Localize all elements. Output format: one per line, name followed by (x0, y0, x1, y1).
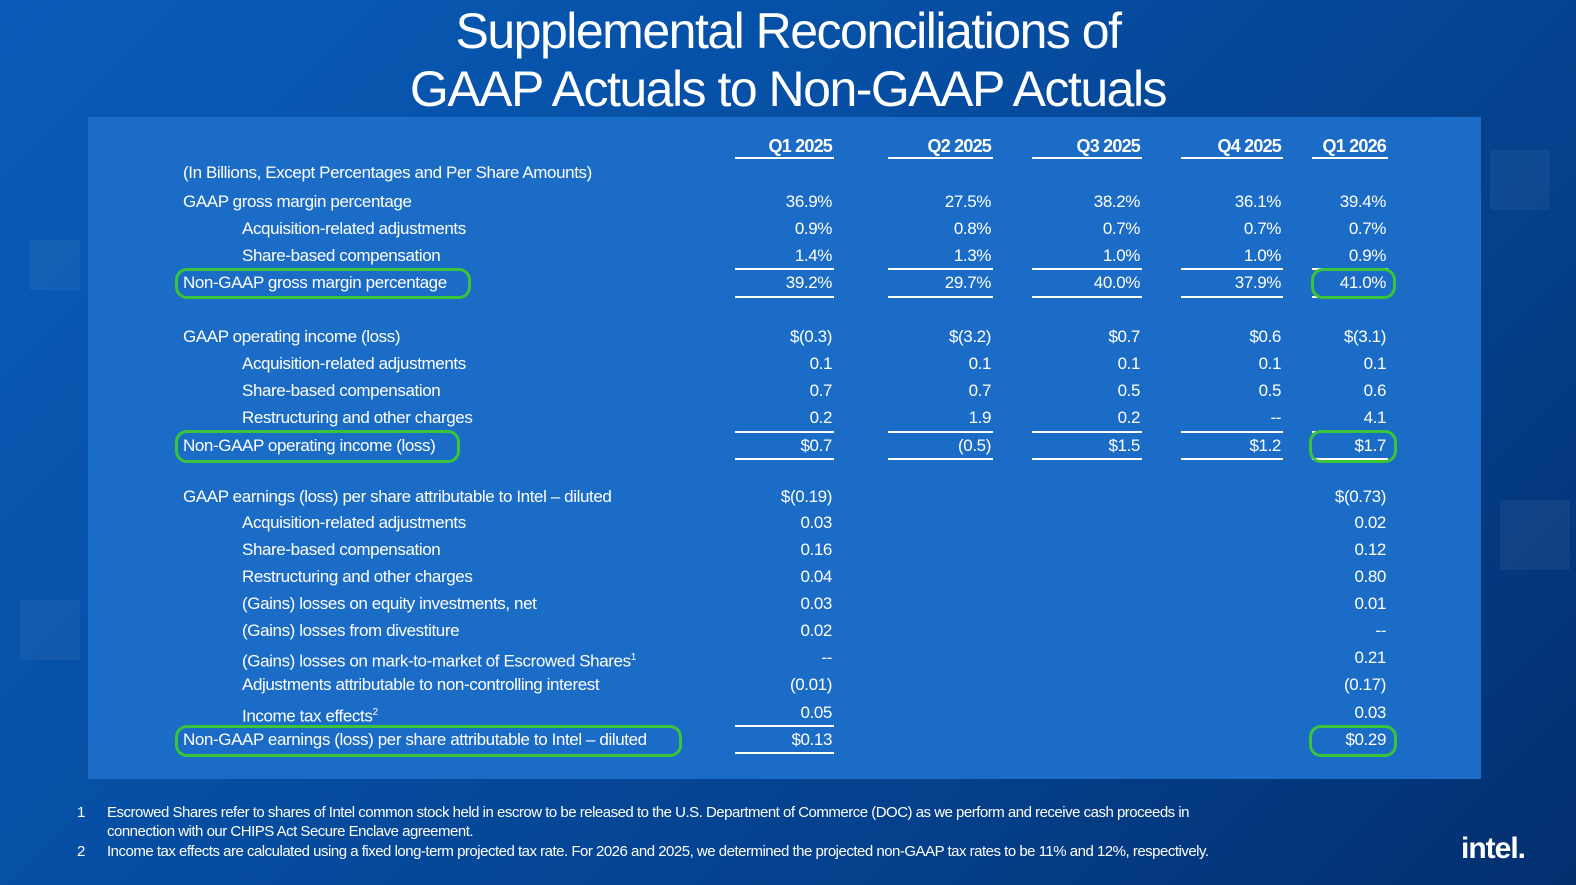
value-cell: $0.13 (791, 730, 832, 749)
value-cell: 0.16 (800, 540, 832, 559)
background-decoration (1490, 150, 1550, 210)
subtotal-line (735, 431, 834, 433)
value-cell: (0.17) (1343, 675, 1386, 694)
value-cell: 0.02 (800, 621, 832, 640)
value-cell: 0.7 (809, 381, 832, 400)
value-cell: 0.2 (1117, 408, 1140, 427)
value-cell: 0.7% (1348, 219, 1386, 238)
value-cell: 1.3% (953, 246, 991, 265)
header-underline (1312, 157, 1388, 159)
header-underline (1181, 157, 1283, 159)
value-cell: $1.5 (1108, 436, 1140, 455)
total-underline (735, 458, 834, 460)
subtotal-line (1032, 268, 1142, 270)
value-cell: 40.0% (1093, 273, 1140, 292)
value-cell: 39.4% (1339, 192, 1386, 211)
value-cell: $(3.1) (1343, 327, 1386, 346)
background-decoration (1500, 500, 1570, 570)
column-header-q3-2025: Q3 2025 (1076, 136, 1140, 156)
highlight-oval (1309, 430, 1397, 463)
footnote-1-text-a: Escrowed Shares refer to shares of Intel common stock held in escrow to be released to the U.S. Department of Commerce (DOC) as we perform and receive cash proceeds in (107, 804, 1190, 821)
value-cell: 0.01 (1354, 594, 1386, 613)
value-cell: 0.7% (1243, 219, 1281, 238)
subtotal-line (1181, 268, 1283, 270)
background-decoration (20, 600, 80, 660)
footnote-marker: 2 (372, 707, 378, 718)
total-underline (888, 296, 993, 298)
value-cell: $0.7 (1108, 327, 1140, 346)
value-cell: (0.01) (789, 675, 832, 694)
footnote-marker: 1 (630, 652, 636, 663)
value-cell: 0.04 (800, 567, 832, 586)
footnote-1-text-b: connection with our CHIPS Act Secure Enclave agreement. (107, 823, 474, 840)
highlight-oval (1311, 268, 1396, 299)
column-header-q2-2025: Q2 2025 (927, 136, 991, 156)
subtotal-line (888, 268, 993, 270)
value-cell: 0.7 (968, 381, 991, 400)
row-label: Share-based compensation (242, 381, 441, 400)
value-cell: 0.03 (800, 594, 832, 613)
footnote-1-number: 1 (77, 804, 85, 821)
value-cell: 0.9% (794, 219, 832, 238)
value-cell: $0.29 (1345, 730, 1386, 749)
highlight-oval (175, 268, 471, 299)
header-underline (1032, 157, 1142, 159)
highlight-oval (1309, 725, 1397, 757)
value-cell: -- (821, 648, 832, 667)
column-header-q1-2025: Q1 2025 (768, 136, 832, 156)
value-cell: 36.1% (1234, 192, 1281, 211)
total-underline (1181, 458, 1283, 460)
value-cell: 0.03 (800, 513, 832, 532)
row-label: GAAP gross margin percentage (183, 192, 412, 211)
row-label: Acquisition-related adjustments (242, 354, 466, 373)
value-cell: 0.1 (809, 354, 832, 373)
value-cell: 0.02 (1354, 513, 1386, 532)
value-cell: 0.1 (1258, 354, 1281, 373)
value-cell: 0.80 (1354, 567, 1386, 586)
row-label: (Gains) losses on mark-to-market of Escrowed Shares$^1$ (242, 651, 636, 671)
value-cell: 0.1 (968, 354, 991, 373)
value-cell: 38.2% (1093, 192, 1140, 211)
value-cell: (0.5) (958, 436, 991, 455)
total-underline (888, 458, 993, 460)
row-label: Share-based compensation (242, 246, 441, 265)
value-cell: 1.0% (1243, 246, 1281, 265)
row-label: (Gains) losses from divestiture (242, 621, 460, 640)
value-cell: 1.4% (794, 246, 832, 265)
subtotal-line (735, 725, 834, 727)
column-header-q4-2025: Q4 2025 (1217, 136, 1281, 156)
column-header-q1-2026: Q1 2026 (1322, 136, 1386, 156)
value-cell: 1.0% (1102, 246, 1140, 265)
value-cell: $(0.73) (1334, 487, 1386, 506)
row-label: GAAP operating income (loss) (183, 327, 401, 346)
header-underline (735, 157, 834, 159)
value-cell: 1.9 (968, 408, 991, 427)
slide-title (0, 2, 1576, 118)
highlight-oval (175, 430, 460, 463)
value-cell: 29.7% (944, 273, 991, 292)
value-cell: $0.7 (800, 436, 832, 455)
value-cell: 0.2 (809, 408, 832, 427)
value-cell: 37.9% (1234, 273, 1281, 292)
title-line-2: GAAP Actuals to Non-GAAP Actuals (409, 61, 1167, 117)
value-cell: -- (1375, 621, 1386, 640)
row-label: GAAP earnings (loss) per share attributable to Intel – diluted (183, 487, 612, 506)
row-label: Restructuring and other charges (242, 567, 473, 586)
title-line-1: Supplemental Reconciliations of (455, 3, 1121, 59)
total-underline (1032, 296, 1142, 298)
total-underline (1032, 458, 1142, 460)
value-cell: 0.05 (800, 703, 832, 722)
row-label: Restructuring and other charges (242, 408, 473, 427)
header-underline (888, 157, 993, 159)
value-cell: 0.9% (1348, 246, 1386, 265)
value-cell: 41.0% (1339, 273, 1386, 292)
value-cell: 0.5 (1117, 381, 1140, 400)
subtotal-line (1032, 431, 1142, 433)
row-label: (Gains) losses on equity investments, net (242, 594, 537, 613)
value-cell: -- (1270, 408, 1281, 427)
background-decoration (30, 240, 80, 290)
row-label: Non-GAAP earnings (loss) per share attributable to Intel – diluted (183, 730, 647, 749)
value-cell: 36.9% (785, 192, 832, 211)
row-label: Income tax effects$^2$ (242, 706, 378, 726)
value-cell: $0.6 (1249, 327, 1281, 346)
value-cell: 0.7% (1102, 219, 1140, 238)
value-cell: 0.03 (1354, 703, 1386, 722)
value-cell: $1.7 (1354, 436, 1386, 455)
footnote-2-number: 2 (77, 843, 85, 860)
intel-logo: intel. (1461, 832, 1526, 865)
value-cell: 0.1 (1117, 354, 1140, 373)
row-label: Acquisition-related adjustments (242, 219, 466, 238)
value-cell: $(0.19) (780, 487, 832, 506)
row-label: Adjustments attributable to non-controlling interest (242, 675, 600, 694)
row-label: Share-based compensation (242, 540, 441, 559)
value-cell: $1.2 (1249, 436, 1281, 455)
total-underline (735, 752, 834, 754)
subtotal-line (1181, 431, 1283, 433)
subtotal-line (735, 268, 834, 270)
value-cell: $(3.2) (948, 327, 991, 346)
units-note: (In Billions, Except Percentages and Per Share Amounts) (183, 163, 592, 182)
value-cell: 0.12 (1354, 540, 1386, 559)
total-underline (1181, 296, 1283, 298)
row-label: Non-GAAP operating income (loss) (183, 436, 436, 455)
value-cell: 0.5 (1258, 381, 1281, 400)
value-cell: 39.2% (785, 273, 832, 292)
value-cell: 0.6 (1363, 381, 1386, 400)
value-cell: 0.21 (1354, 648, 1386, 667)
highlight-oval (175, 725, 682, 757)
row-label: Non-GAAP gross margin percentage (183, 273, 447, 292)
row-label: Acquisition-related adjustments (242, 513, 466, 532)
value-cell: 27.5% (944, 192, 991, 211)
value-cell: 0.1 (1363, 354, 1386, 373)
value-cell: 4.1 (1363, 408, 1386, 427)
subtotal-line (888, 431, 993, 433)
footnote-2-text: Income tax effects are calculated using a fixed long-term projected tax rate. For 2026 and 2025, we determined the projected non-GAAP tax rates to be 11% and 12%, respectively. (107, 843, 1209, 860)
total-underline (735, 296, 834, 298)
value-cell: $(0.3) (789, 327, 832, 346)
value-cell: 0.8% (953, 219, 991, 238)
